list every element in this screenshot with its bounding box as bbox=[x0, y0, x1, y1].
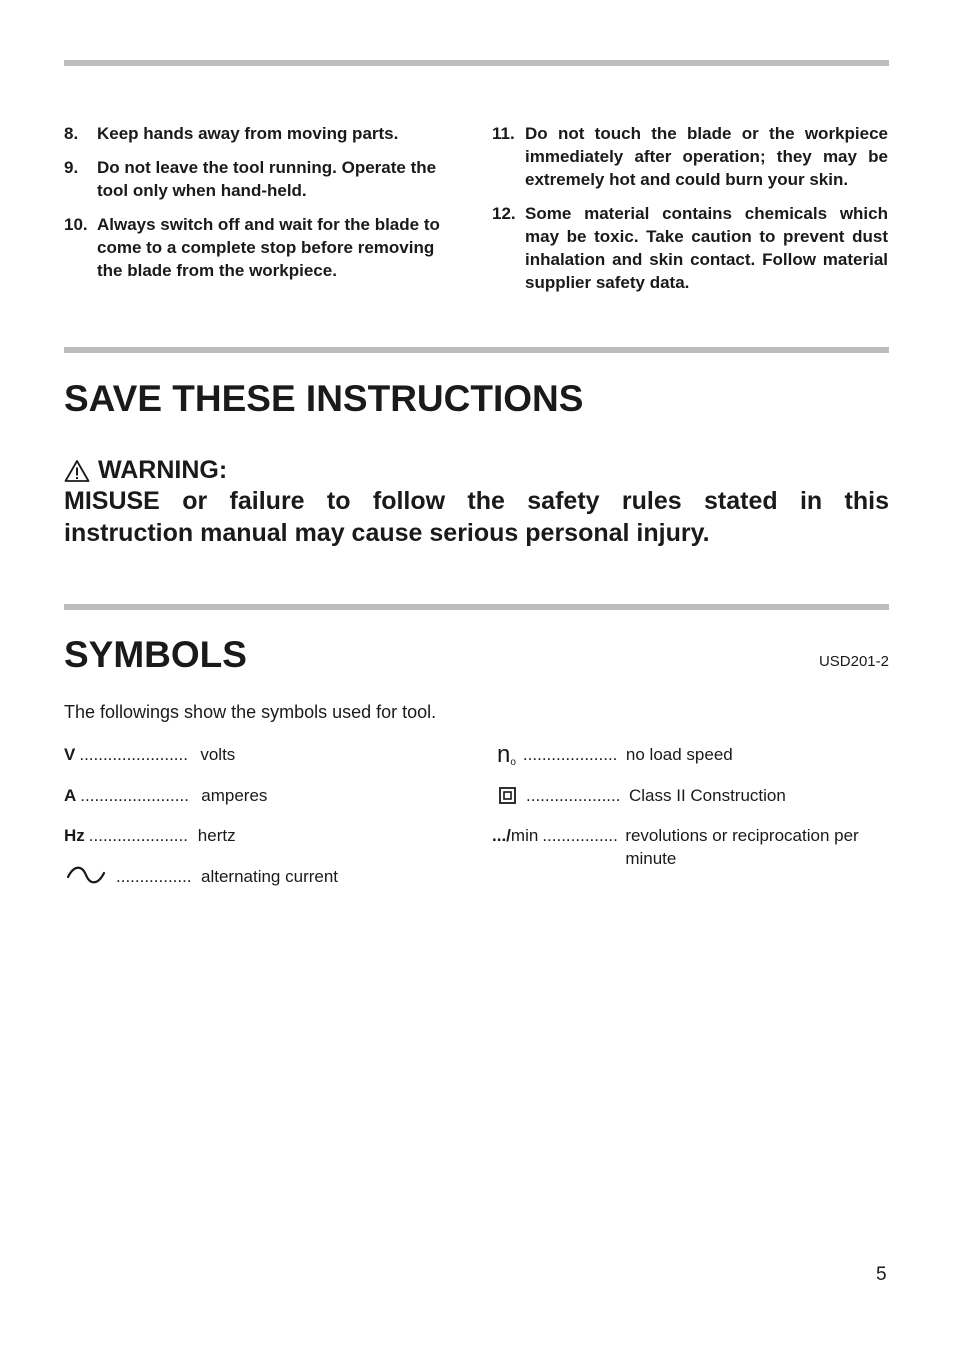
symbol-row-alternating-current: ................ alternating current bbox=[64, 865, 338, 888]
warning-heading bbox=[64, 455, 227, 486]
symbol-row-volts: V ....................... volts bbox=[64, 745, 236, 764]
list-item: 8. Keep hands away from moving parts. bbox=[64, 124, 399, 143]
warning-label: WARNING: bbox=[98, 456, 228, 484]
top-rule bbox=[64, 60, 889, 66]
ac-wave-icon bbox=[64, 863, 108, 887]
symbol-row-no-load-speed: no .................... no load speed bbox=[497, 741, 733, 768]
safety-list-right bbox=[492, 122, 888, 305]
warning-text: MISUSE or failure to follow the safety rules stated in this instruction manual may cause serious personal injury. bbox=[64, 487, 889, 547]
symbol-row-amperes: A ....................... amperes bbox=[64, 786, 268, 805]
page-number: 5 bbox=[876, 1264, 887, 1285]
list-item: 10. Always switch off and wait for the blade to come to a complete stop before removing the blade from the workpiece. bbox=[64, 215, 440, 280]
symbols-intro: The followings show the symbols used for tool. bbox=[64, 702, 437, 722]
safety-list-left bbox=[64, 122, 460, 293]
symbols-title: SYMBOLS bbox=[64, 634, 247, 675]
symbol-row-revolutions: .../min ................ revolutions or reciprocation per minute bbox=[492, 826, 859, 868]
section-rule bbox=[64, 347, 889, 353]
warning-triangle-icon bbox=[64, 459, 90, 483]
save-instructions-title: SAVE THESE INSTRUCTIONS bbox=[64, 378, 584, 419]
section-rule bbox=[64, 604, 889, 610]
list-item: 11. Do not touch the blade or the workpiece immediately after operation; they may be extremely hot and could burn your skin. bbox=[492, 124, 888, 189]
symbol-row-hertz: Hz ..................... hertz bbox=[64, 826, 236, 845]
list-item: 9. Do not leave the tool running. Operate the tool only when hand-held. bbox=[64, 158, 437, 200]
symbol-row-class-ii: .................... Class II Construction bbox=[494, 784, 786, 807]
class-ii-icon bbox=[499, 787, 517, 805]
list-item: 12. Some material contains chemicals which may be toxic. Take caution to prevent dust inhalation and skin contact. Follow material supplier safety data. bbox=[492, 204, 888, 292]
document-code: USD201-2 bbox=[818, 653, 889, 670]
